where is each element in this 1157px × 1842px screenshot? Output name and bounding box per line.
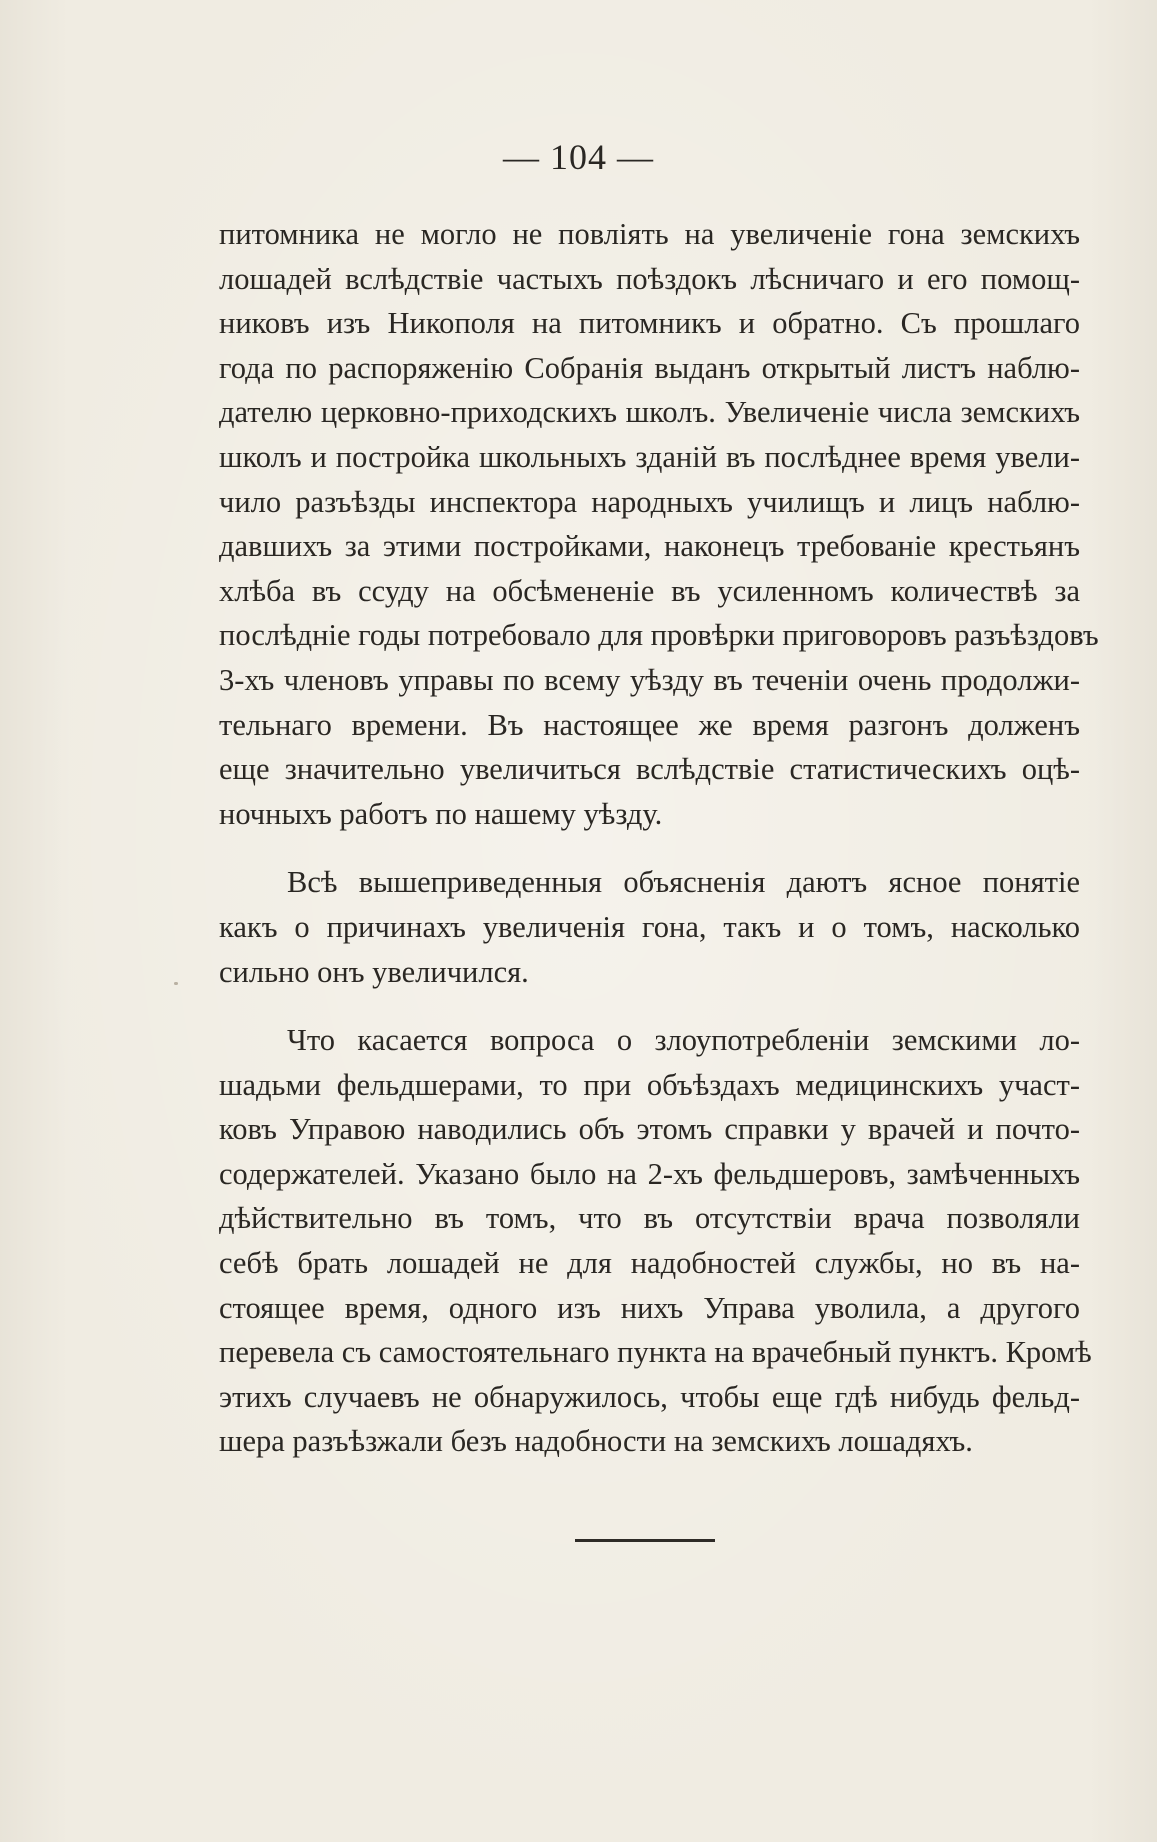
text-line: питомника не могло не повліять на увеличеніе гона земскихъ (219, 217, 1080, 251)
text-line: года по распоряженію Собранія выданъ открытый листъ наблю- (219, 350, 1080, 385)
text-line: Что касается вопроса о злоупотребленіи земскими ло- (287, 1023, 1080, 1058)
text-line: себѣ брать лошадей не для надобностей службы, но въ на- (219, 1246, 1080, 1281)
text-line: хлѣба въ ссуду на обсѣмененіе въ усиленномъ количествѣ за (219, 573, 1080, 608)
text-line: 3-хъ членовъ управы по всему уѣзду въ теченіи очень продолжи- (219, 662, 1080, 697)
body-text (219, 212, 1099, 1464)
text-line: никовъ изъ Никополя на питомникъ и обратно. Съ прошлаго (219, 306, 1080, 341)
text-line: давшихъ за этими постройками, наконецъ требованіе крестьянъ (219, 529, 1080, 564)
text-line: еще значительно увеличиться вслѣдствіе статистическихъ оцѣ- (219, 752, 1080, 787)
text-line: перевела съ самостоятельнаго пункта на врачебный пунктъ. Кромѣ (219, 1335, 1092, 1370)
text-line: ночныхъ работъ по нашему уѣзду. (219, 796, 663, 831)
paragraph-1 (219, 212, 1099, 836)
text-line: тельнаго времени. Въ настоящее же время разгонъ долженъ (219, 707, 1080, 742)
text-line: какъ о причинахъ увеличенія гона, такъ и о томъ, насколько (219, 909, 1080, 944)
text-line: сильно онъ увеличился. (219, 954, 529, 989)
text-line: послѣдніе годы потребовало для провѣрки приговоровъ разъѣздовъ (219, 618, 1099, 653)
paper-speck (174, 982, 178, 985)
text-line: Всѣ вышеприведенныя объясненія даютъ ясное понятіе (287, 865, 1080, 900)
text-line: ковъ Управою наводились объ этомъ справки у врачей и почто- (219, 1112, 1080, 1147)
text-line: школъ и постройка школьныхъ зданій въ послѣднее время увели- (219, 439, 1080, 474)
text-line: чило разъѣзды инспектора народныхъ училищъ и лицъ наблю- (219, 484, 1080, 519)
section-end-rule (575, 1539, 715, 1542)
text-line: стоящее время, одного изъ нихъ Управа уволила, а другого (219, 1290, 1080, 1325)
text-line: дѣйствительно въ томъ, что въ отсутствіи врача позволяли (219, 1201, 1080, 1236)
paragraph-2 (219, 860, 1080, 994)
text-line: шадьми фельдшерами, то при объѣздахъ медицинскихъ участ- (219, 1067, 1080, 1102)
text-line: содержателей. Указано было на 2-хъ фельдшеровъ, замѣченныхъ (219, 1156, 1080, 1191)
text-line: лошадей вслѣдствіе частыхъ поѣздокъ лѣсничаго и его помощ- (219, 261, 1080, 296)
text-line: шера разъѣзжали безъ надобности на земскихъ лошадяхъ. (219, 1424, 973, 1459)
paragraph-3 (219, 1018, 1092, 1464)
text-line: этихъ случаевъ не обнаружилось, чтобы еще гдѣ нибудь фельд- (219, 1379, 1080, 1414)
text-line: дателю церковно-приходскихъ школъ. Увеличеніе числа земскихъ (219, 395, 1080, 430)
page-number: — 104 — (503, 137, 654, 177)
